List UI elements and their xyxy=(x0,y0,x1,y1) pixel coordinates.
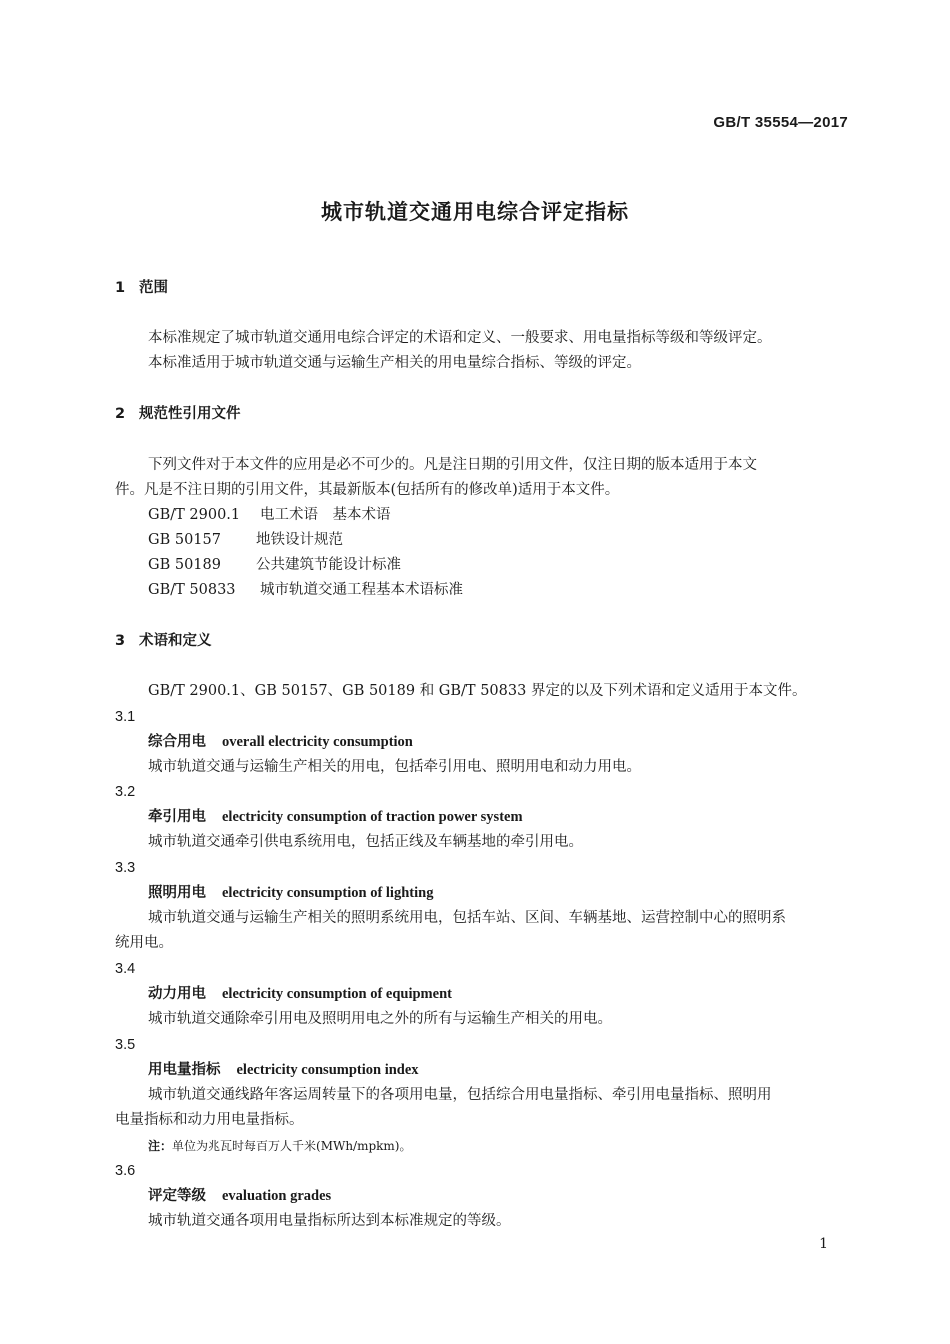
reference-item xyxy=(148,530,343,550)
reference-code: GB/T 2900.1 xyxy=(148,507,241,523)
term-definition-continuation: 电量指标和动力用电量指标。 xyxy=(115,1112,304,1128)
term-heading xyxy=(148,984,452,1004)
term-english: overall electricity consumption xyxy=(222,734,413,750)
term-english: electricity consumption of equipment xyxy=(222,986,452,1002)
clause-number: 3.4 xyxy=(115,961,136,977)
term-definition: 城市轨道交通与运输生产相关的照明系统用电，包括车站、区间、车辆基地、运营控制中心的照明系 xyxy=(148,910,786,926)
document-title: 城市轨道交通用电综合评定指标 xyxy=(321,200,629,224)
paragraph: GB/T 2900.1、GB 50157、GB 50189 和 GB/T 50833 界定的以及下列术语和定义适用于本文件。 xyxy=(148,683,807,699)
term-english: electricity consumption index xyxy=(236,1062,419,1078)
term-note xyxy=(148,1137,411,1155)
term-definition: 城市轨道交通与运输生产相关的用电，包括牵引用电、照明用电和动力用电。 xyxy=(148,759,641,775)
section-2-heading xyxy=(115,404,241,424)
section-title: 术语和定义 xyxy=(139,633,212,649)
reference-code: GB 50157 xyxy=(148,532,221,548)
clause-number: 3.6 xyxy=(115,1163,136,1179)
reference-item xyxy=(148,505,391,525)
paragraph: 下列文件对于本文件的应用是必不可少的。凡是注日期的引用文件，仅注日期的版本适用于本文 xyxy=(148,457,757,473)
paragraph: 本标准规定了城市轨道交通用电综合评定的术语和定义、一般要求、用电量指标等级和等级评定。 xyxy=(148,330,772,346)
reference-name: 电工术语 基本术语 xyxy=(260,507,391,523)
term-definition: 城市轨道交通牵引供电系统用电，包括正线及车辆基地的牵引用电。 xyxy=(148,834,583,850)
section-number: 3 xyxy=(115,633,126,649)
reference-item xyxy=(148,555,401,575)
term-chinese: 动力用电 xyxy=(148,986,206,1002)
section-title: 规范性引用文件 xyxy=(139,406,241,422)
term-heading xyxy=(148,1186,331,1206)
paragraph: 本标准适用于城市轨道交通与运输生产相关的用电量综合指标、等级的评定。 xyxy=(148,355,641,371)
clause-number: 3.3 xyxy=(115,860,136,876)
note-text: 单位为兆瓦时每百万人千米(MWh/mpkm)。 xyxy=(172,1139,412,1153)
reference-name: 地铁设计规范 xyxy=(256,532,343,548)
term-chinese: 综合用电 xyxy=(148,734,206,750)
page-number: 1 xyxy=(819,1236,828,1252)
note-label: 注： xyxy=(148,1139,173,1153)
term-definition: 城市轨道交通各项用电量指标所达到本标准规定的等级。 xyxy=(148,1213,511,1229)
term-heading xyxy=(148,807,523,827)
term-english: evaluation grades xyxy=(222,1188,332,1204)
term-heading xyxy=(148,732,413,752)
standard-number: GB/T 35554—2017 xyxy=(713,114,848,131)
term-english: electricity consumption of lighting xyxy=(222,885,434,901)
reference-item xyxy=(148,580,463,600)
section-number: 2 xyxy=(115,406,126,422)
reference-name: 公共建筑节能设计标准 xyxy=(256,557,401,573)
reference-code: GB 50189 xyxy=(148,557,221,573)
term-definition-continuation: 统用电。 xyxy=(115,935,173,951)
reference-name: 城市轨道交通工程基本术语标准 xyxy=(260,582,463,598)
reference-code: GB/T 50833 xyxy=(148,582,236,598)
term-definition: 城市轨道交通除牵引用电及照明用电之外的所有与运输生产相关的用电。 xyxy=(148,1011,612,1027)
term-heading xyxy=(148,1060,419,1080)
section-number: 1 xyxy=(115,280,126,296)
term-chinese: 用电量指标 xyxy=(148,1062,221,1078)
term-chinese: 评定等级 xyxy=(148,1188,206,1204)
clause-number: 3.2 xyxy=(115,784,136,800)
term-heading xyxy=(148,883,433,903)
section-title: 范围 xyxy=(139,280,168,296)
term-chinese: 照明用电 xyxy=(148,885,206,901)
clause-number: 3.5 xyxy=(115,1037,136,1053)
paragraph-continuation: 件。凡是不注日期的引用文件，其最新版本(包括所有的修改单)适用于本文件。 xyxy=(115,482,620,498)
term-definition: 城市轨道交通线路年客运周转量下的各项用电量，包括综合用电量指标、牵引用电量指标、照明用 xyxy=(148,1087,772,1103)
section-3-heading xyxy=(115,631,212,651)
clause-number: 3.1 xyxy=(115,709,136,725)
term-chinese: 牵引用电 xyxy=(148,809,206,825)
section-1-heading xyxy=(115,278,168,298)
term-english: electricity consumption of traction power system xyxy=(222,809,523,825)
